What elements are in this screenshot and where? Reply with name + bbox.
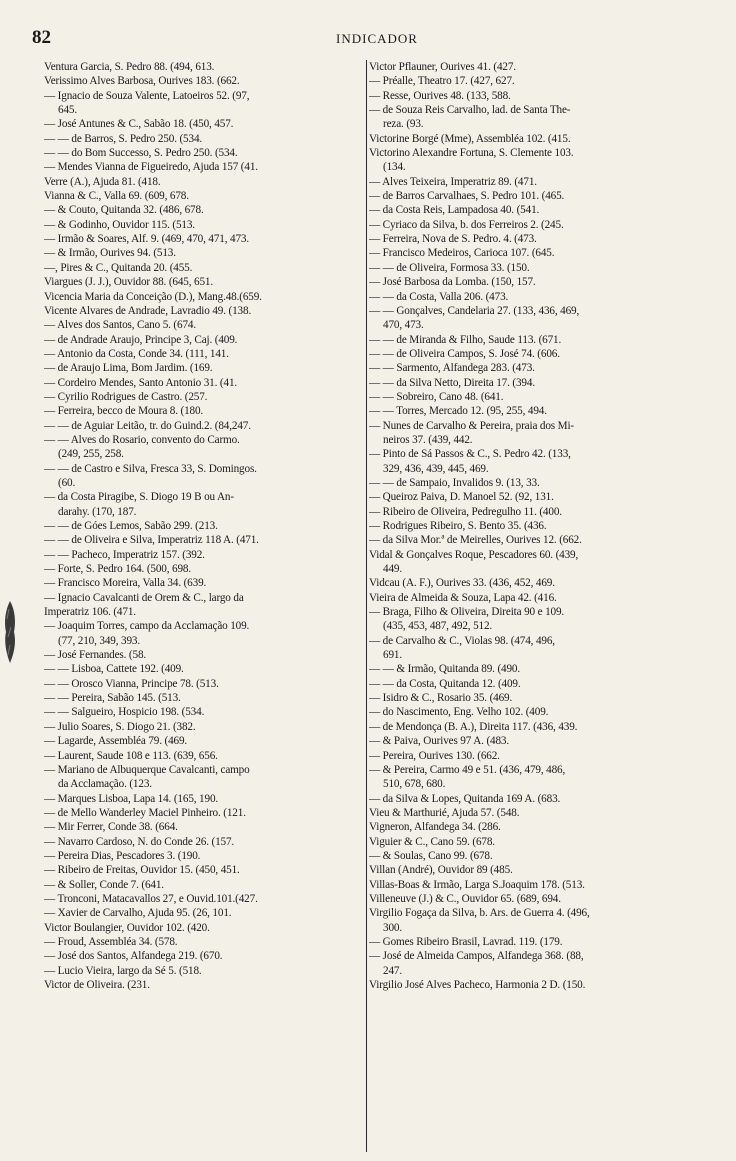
directory-entry: — Ribeiro de Oliveira, Pedregulho 11. (400. [369, 505, 562, 518]
directory-entry: — — Pereira, Sabão 145. (513. [44, 692, 181, 705]
directory-entry: — Queiroz Paiva, D. Manoel 52. (92, 131. [369, 491, 554, 504]
directory-entry: — — Gonçalves, Candelaria 27. (133, 436, 469, [369, 304, 580, 317]
directory-entry: Viguier & C., Cano 59. (678. [369, 835, 495, 848]
directory-entry: — do Nascimento, Eng. Velho 102. (409. [369, 706, 549, 719]
directory-entry: — Lucio Vieira, largo da Sé 5. (518. [44, 964, 202, 977]
directory-entry: Viargues (J. J.), Ouvidor 88. (645, 651. [44, 276, 213, 289]
directory-entry: — & Soller, Conde 7. (641. [44, 878, 164, 891]
directory-entry: — Alves Teixeira, Imperatriz 89. (471. [369, 175, 537, 188]
directory-entry: — — de Barros, S. Pedro 250. (534. [44, 132, 203, 145]
directory-entry: Victorine Borgé (Mme), Assembléa 102. (415. [369, 132, 571, 145]
directory-entry: — da Silva Mor.ª de Meirelles, Ourives 12. (662. [369, 534, 582, 547]
directory-entry: — Pereira, Ourives 130. (662. [369, 749, 500, 762]
directory-entry: — — Orosco Vianna, Principe 78. (513. [44, 677, 219, 690]
directory-entry: — & Pereira, Carmo 49 e 51. (436, 479, 486, [369, 763, 566, 776]
directory-entry: Vicente Alvares de Andrade, Lavradio 49. (138. [44, 304, 252, 317]
directory-entry: — Pereira Dias, Pescadores 3. (190. [44, 849, 201, 862]
directory-entry: — Julio Soares, S. Diogo 21. (382. [44, 720, 196, 733]
directory-entry: — Ferreira, Nova de S. Pedro. 4. (473. [369, 233, 537, 246]
directory-entry: Victor Boulangier, Ouvidor 102. (420. [44, 921, 210, 934]
directory-entry: (134. [383, 161, 406, 174]
directory-entry: 645. [58, 104, 77, 117]
directory-entry: — Ferreira, becco de Moura 8. (180. [44, 405, 204, 418]
directory-entry: — José Fernandes. (58. [44, 649, 147, 662]
directory-entry: Victor Pflauner, Ourives 41. (427. [369, 61, 516, 73]
directory-entry: — Cyrilio Rodrigues de Castro. (257. [44, 390, 208, 403]
directory-entry: Imperatriz 106. (471. [44, 606, 136, 619]
directory-entry: reza. (93. [383, 118, 424, 131]
directory-entry: Vicencia Maria da Conceição (D.), Mang.48.(659. [44, 290, 262, 303]
directory-entry: darahy. (170, 187. [58, 505, 137, 518]
directory-entry: — de Barros Carvalhaes, S. Pedro 101. (465. [369, 190, 565, 203]
directory-entry: — — Lisboa, Cattete 192. (409. [44, 663, 184, 676]
directory-entry: — & Godinho, Ouvidor 115. (513. [44, 218, 195, 231]
page-header [32, 27, 722, 49]
directory-entry: — — de Oliveira Campos, S. José 74. (606. [369, 347, 560, 360]
directory-entry: Vigneron, Alfandega 34. (286. [369, 821, 501, 834]
directory-entry: — de Andrade Araujo, Principe 3, Caj. (409. [44, 333, 238, 346]
directory-columns [44, 60, 730, 1152]
directory-entry: — Antonio da Costa, Conde 34. (111, 141. [44, 347, 229, 360]
directory-entry: — Gomes Ribeiro Brasil, Lavrad. 119. (179. [369, 935, 563, 948]
directory-entry: 510, 678, 680. [383, 778, 446, 791]
directory-entry: — Mir Ferrer, Conde 38. (664. [44, 821, 178, 834]
directory-entry: — Joaquim Torres, campo da Acclamação 109. [44, 620, 250, 633]
directory-entry: — Cyriaco da Silva, b. dos Ferreiros 2. (245. [369, 218, 564, 231]
directory-entry: 329, 436, 439, 445, 469. [383, 462, 489, 475]
directory-entry: — Mariano de Albuquerque Cavalcanti, campo [44, 763, 250, 776]
directory-entry: — Francisco Medeiros, Carioca 107. (645. [369, 247, 555, 260]
directory-entry: — de Carvalho & C., Violas 98. (474, 496, [369, 634, 555, 647]
directory-entry: 470, 473. [383, 319, 424, 332]
directory-entry: — Braga, Filho & Oliveira, Direita 90 e 109. [369, 606, 565, 619]
directory-entry: (249, 255, 258. [58, 448, 124, 461]
directory-entry: 300. [383, 921, 402, 934]
directory-entry: 247. [383, 964, 402, 977]
directory-entry: — Forte, S. Pedro 164. (500, 698. [44, 563, 192, 576]
directory-entry: — & Paiva, Ourives 97 A. (483. [369, 735, 509, 748]
directory-entry: — — Alves do Rosario, convento do Carmo. [44, 433, 240, 446]
directory-entry: — — de Castro e Silva, Fresca 33, S. Domingos. [44, 462, 257, 475]
directory-entry: — — Sarmento, Alfandega 283. (473. [369, 362, 535, 375]
directory-entry: — Francisco Moreira, Valla 34. (639. [44, 577, 207, 590]
directory-entry: — José de Almeida Campos, Alfandega 368. (88, [369, 950, 584, 963]
column-divider [366, 60, 367, 1152]
directory-entry: Victorino Alexandre Fortuna, S. Clemente 103. [369, 147, 574, 160]
directory-entry: — de Mello Wanderley Maciel Pinheiro. (121. [44, 806, 246, 819]
directory-entry: — Resse, Ourives 48. (133, 588. [369, 89, 511, 102]
directory-entry: — — & Irmão, Quitanda 89. (490. [369, 663, 521, 676]
directory-entry: — — de Oliveira e Silva, Imperatriz 118 A. (471. [44, 534, 259, 547]
directory-entry: — — de Góes Lemos, Sabão 299. (213. [44, 520, 218, 532]
directory-entry: — Lagarde, Assembléa 79. (469. [44, 735, 188, 748]
directory-entry: — — de Oliveira, Formosa 33. (150. [369, 261, 530, 274]
directory-entry: — Préalle, Theatro 17. (427, 627. [369, 75, 515, 88]
directory-entry: — — de Miranda & Filho, Saude 113. (671. [369, 333, 562, 346]
directory-entry: — Navarro Cardoso, N. do Conde 26. (157. [44, 835, 235, 848]
right-column [369, 60, 727, 1152]
directory-entry: — Froud, Assembléa 34. (578. [44, 935, 178, 948]
directory-entry: — & Soulas, Cano 99. (678. [369, 849, 493, 862]
running-title: INDICADOR [336, 31, 418, 46]
directory-entry: Virgilio José Alves Pacheco, Harmonia 2 D. (150. [369, 979, 586, 991]
directory-entry: Ventura Garcia, S. Pedro 88. (494, 613. [44, 61, 215, 73]
directory-entry: — da Costa Reis, Lampadosa 40. (541. [369, 204, 540, 217]
directory-entry: — Nunes de Carvalho & Pereira, praia dos Mi- [369, 419, 574, 432]
directory-entry: — Xavier de Carvalho, Ajuda 95. (26, 101. [44, 907, 232, 920]
directory-entry: — Alves dos Santos, Cano 5. (674. [44, 319, 196, 332]
directory-entry: — Ignacio de Souza Valente, Latoeiros 52. (97, [44, 89, 250, 102]
directory-entry: — — Torres, Mercado 12. (95, 255, 494. [369, 405, 547, 418]
directory-entry: — de Araujo Lima, Bom Jardim. (169. [44, 362, 213, 375]
directory-entry: Villeneuve (J.) & C., Ouvidor 65. (689, 694. [369, 892, 561, 905]
directory-entry: — Irmão & Soares, Alf. 9. (469, 470, 471, 473. [44, 233, 250, 246]
directory-entry: Victor de Oliveira. (231. [44, 979, 150, 991]
directory-entry: — — da Silva Netto, Direita 17. (394. [369, 376, 535, 389]
directory-entry: — & Couto, Quitanda 32. (486, 678. [44, 204, 204, 217]
directory-entry: — & Irmão, Ourives 94. (513. [44, 247, 176, 260]
directory-entry: — — da Costa, Valla 206. (473. [369, 290, 509, 303]
directory-entry: Vieira de Almeida & Souza, Lapa 42. (416. [369, 591, 557, 604]
directory-entry: Vidcau (A. F.), Ourives 33. (436, 452, 469. [369, 577, 555, 590]
directory-entry: — Ribeiro de Freitas, Ouvidor 15. (450, 451. [44, 864, 240, 877]
directory-entry: — de Souza Reis Carvalho, lad. de Santa The- [369, 104, 571, 117]
directory-entry: Verre (A.), Ajuda 81. (418. [44, 175, 161, 188]
directory-entry: — José dos Santos, Alfandega 219. (670. [44, 950, 223, 963]
directory-entry: — — Pacheco, Imperatriz 157. (392. [44, 548, 205, 561]
directory-entry: — Mendes Vianna de Figueiredo, Ajuda 157 (41. [44, 161, 258, 174]
directory-entry: — da Silva & Lopes, Quitanda 169 A. (683. [369, 792, 561, 805]
directory-entry: Vieu & Marthurié, Ajuda 57. (548. [369, 806, 520, 819]
directory-entry: (435, 453, 487, 492, 512. [383, 620, 493, 633]
directory-entry: — — da Costa, Quitanda 12. (409. [369, 677, 521, 690]
directory-entry: — — do Bom Successo, S. Pedro 250. (534. [44, 147, 238, 160]
directory-entry: — da Costa Piragibe, S. Diogo 19 B ou An- [44, 491, 234, 504]
directory-entry: — — Sobreiro, Cano 48. (641. [369, 390, 504, 403]
directory-entry: — Tronconi, Matacavallos 27, e Ouvid.101.(427. [44, 892, 258, 905]
directory-entry: Virgilio Fogaça da Silva, b. Ars. de Guerra 4. (496, [369, 907, 590, 920]
directory-entry: — Marques Lisboa, Lapa 14. (165, 190. [44, 792, 219, 805]
left-column [44, 60, 364, 1152]
directory-entry: (77, 210, 349, 393. [58, 634, 140, 647]
directory-entry: Vidal & Gonçalves Roque, Pescadores 60. (439, [369, 548, 579, 561]
directory-entry: — Cordeiro Mendes, Santo Antonio 31. (41. [44, 376, 238, 389]
directory-entry: — José Barbosa da Lomba. (150, 157. [369, 276, 536, 289]
directory-entry: — — de Sampaio, Invalidos 9. (13, 33. [369, 476, 540, 489]
directory-entry: — — Salgueiro, Hospicio 198. (534. [44, 706, 205, 719]
directory-entry: Villas-Boas & Irmão, Larga S.Joaquim 178. (513. [369, 878, 585, 891]
directory-entry: — de Mendonça (B. A.), Direita 117. (436, 439. [369, 720, 578, 733]
directory-entry: — Ignacio Cavalcanti de Orem & C., largo da [44, 591, 244, 604]
directory-entry: (60. [58, 476, 76, 489]
directory-entry: — Laurent, Saude 108 e 113. (639, 656. [44, 749, 218, 762]
directory-entry: — José Antunes & C., Sabão 18. (450, 457. [44, 118, 234, 131]
directory-entry: Verissimo Alves Barbosa, Ourives 183. (662. [44, 75, 240, 88]
binding-mark-icon [3, 601, 17, 663]
directory-entry: 449. [383, 563, 402, 576]
directory-entry: Vianna & C., Valla 69. (609, 678. [44, 190, 189, 203]
directory-entry: — Rodrigues Ribeiro, S. Bento 35. (436. [369, 520, 547, 532]
directory-entry: 691. [383, 649, 402, 662]
directory-entry: Villan (André), Ouvidor 89 (485. [369, 864, 513, 877]
directory-entry: — Isidro & C., Rosario 35. (469. [369, 692, 513, 705]
directory-entry: neiros 37. (439, 442. [383, 433, 473, 446]
directory-entry: — — de Aguiar Leitão, tr. do Guind.2. (84,247. [44, 419, 251, 432]
directory-entry: da Acclamação. (123. [58, 778, 152, 791]
directory-entry: —, Pires & C., Quitanda 20. (455. [44, 261, 193, 274]
page-number: 82 [32, 27, 51, 48]
directory-entry: — Pinto de Sá Passos & C., S. Pedro 42. (133, [369, 448, 571, 461]
